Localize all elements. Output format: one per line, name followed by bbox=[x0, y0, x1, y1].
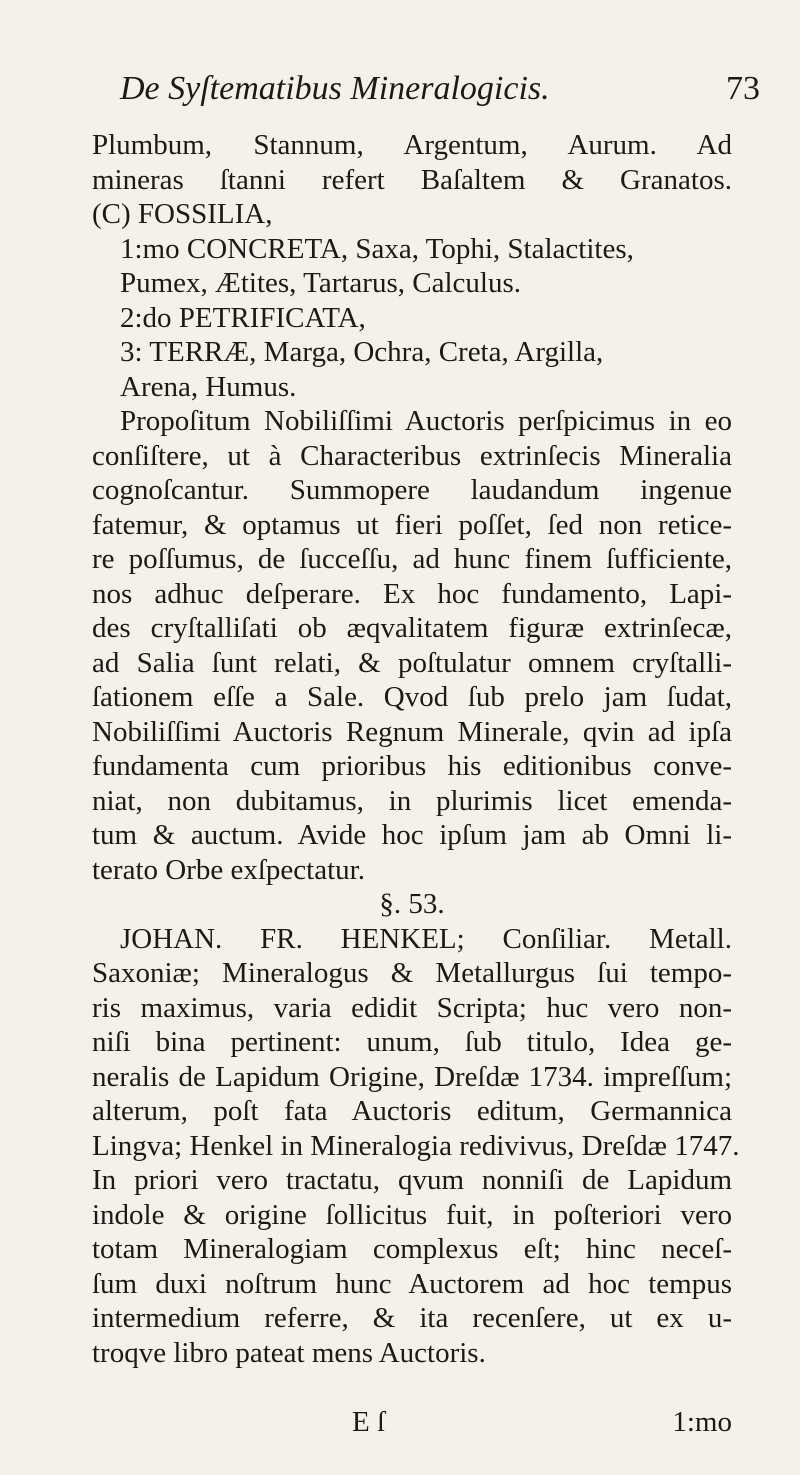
text-line: niat, non dubitamus, in plurimis licet emenda- bbox=[92, 784, 732, 817]
text-line: totam Mineralogiam complexus eſt; hinc neceſ- bbox=[92, 1233, 732, 1265]
text-line: 1:mo CONCRETA, Saxa, Tophi, Stalactites, bbox=[120, 232, 634, 265]
signature-mark: E ſ bbox=[352, 1406, 386, 1438]
catchword: 1:mo bbox=[672, 1406, 732, 1438]
text-line: alterum, poſt fata Auctoris editum, Germannica bbox=[92, 1095, 732, 1127]
section-heading: (C) FOSSILIA, bbox=[92, 198, 273, 230]
section-number: §. 53. bbox=[379, 888, 445, 920]
text-line: Plumbum, Stannum, Argentum, Aurum. Ad bbox=[92, 129, 732, 161]
text-line: conſiſtere, ut à Characteribus extrinſecis Mineralia bbox=[92, 439, 732, 472]
page-footer bbox=[92, 1406, 732, 1442]
text-line: niſi bina pertinent: unum, ſub titulo, Idea ge- bbox=[92, 1026, 732, 1058]
text-line: Pumex, Ætites, Tartarus, Calculus. bbox=[120, 267, 521, 299]
text-line: ad Salia ſunt relati, & poſtulatur omnem cryſtalli- bbox=[92, 646, 732, 679]
text-line: des cryſtalliſati ob æqvalitatem figuræ extrinſecæ, bbox=[92, 612, 732, 644]
text-line: troqve libro pateat mens Auctoris. bbox=[92, 1336, 486, 1369]
text-line: Lingva; Henkel in Mineralogia redivivus, Dreſdæ 1747. bbox=[92, 1129, 740, 1162]
text-line: Propoſitum Nobiliſſimi Auctoris perſpicimus in eo bbox=[120, 405, 732, 437]
text-line: mineras ſtanni refert Baſaltem & Granatos. bbox=[92, 163, 732, 196]
text-line: ſum duxi noſtrum hunc Auctorem ad hoc tempus bbox=[92, 1267, 732, 1300]
text-line: intermedium referre, & ita recenſere, ut ex u- bbox=[92, 1302, 732, 1334]
text-body bbox=[92, 128, 740, 1370]
text-line: fatemur, & optamus ut fieri poſſet, ſed non retice- bbox=[92, 508, 732, 541]
text-line: 3: TERRÆ, Marga, Ochra, Creta, Argilla, bbox=[120, 336, 604, 368]
text-line: indole & origine ſollicitus fuit, in poſteriori vero bbox=[92, 1198, 732, 1231]
text-line: nos adhuc deſperare. Ex hoc fundamento, Lapi- bbox=[92, 577, 732, 610]
text-line: neralis de Lapidum Origine, Dreſdæ 1734. impreſſum; bbox=[92, 1060, 732, 1093]
text-line: JOHAN. FR. HENKEL; Conſiliar. Metall. bbox=[120, 922, 732, 955]
text-line: 2:do PETRIFICATA, bbox=[120, 301, 366, 334]
text-line: re poſſumus, de ſucceſſu, ad hunc finem ſufficiente, bbox=[92, 543, 732, 575]
page-number: 73 bbox=[726, 70, 760, 107]
text-line: Saxoniæ; Mineralogus & Metallurgus ſui tempo- bbox=[92, 957, 732, 989]
text-line: Nobiliſſimi Auctoris Regnum Minerale, qvin ad ipſa bbox=[92, 715, 732, 748]
text-line: ris maximus, varia edidit Scripta; huc vero non- bbox=[92, 991, 732, 1024]
text-line: fundamenta cum prioribus his editionibus conve- bbox=[92, 750, 732, 782]
text-line: cognoſcantur. Summopere laudandum ingenue bbox=[92, 474, 732, 506]
text-line: tum & auctum. Avide hoc ipſum jam ab Omni li- bbox=[92, 819, 732, 851]
text-line: In priori vero tractatu, qvum nonniſi de Lapidum bbox=[92, 1164, 732, 1196]
running-header bbox=[110, 70, 760, 114]
running-title: De Syſtematibus Mineralogicis. bbox=[120, 70, 550, 107]
text-line: terato Orbe exſpectatur. bbox=[92, 853, 365, 886]
text-line: ſationem eſſe a Sale. Qvod ſub prelo jam ſudat, bbox=[92, 681, 732, 713]
text-line: Arena, Humus. bbox=[120, 370, 297, 403]
